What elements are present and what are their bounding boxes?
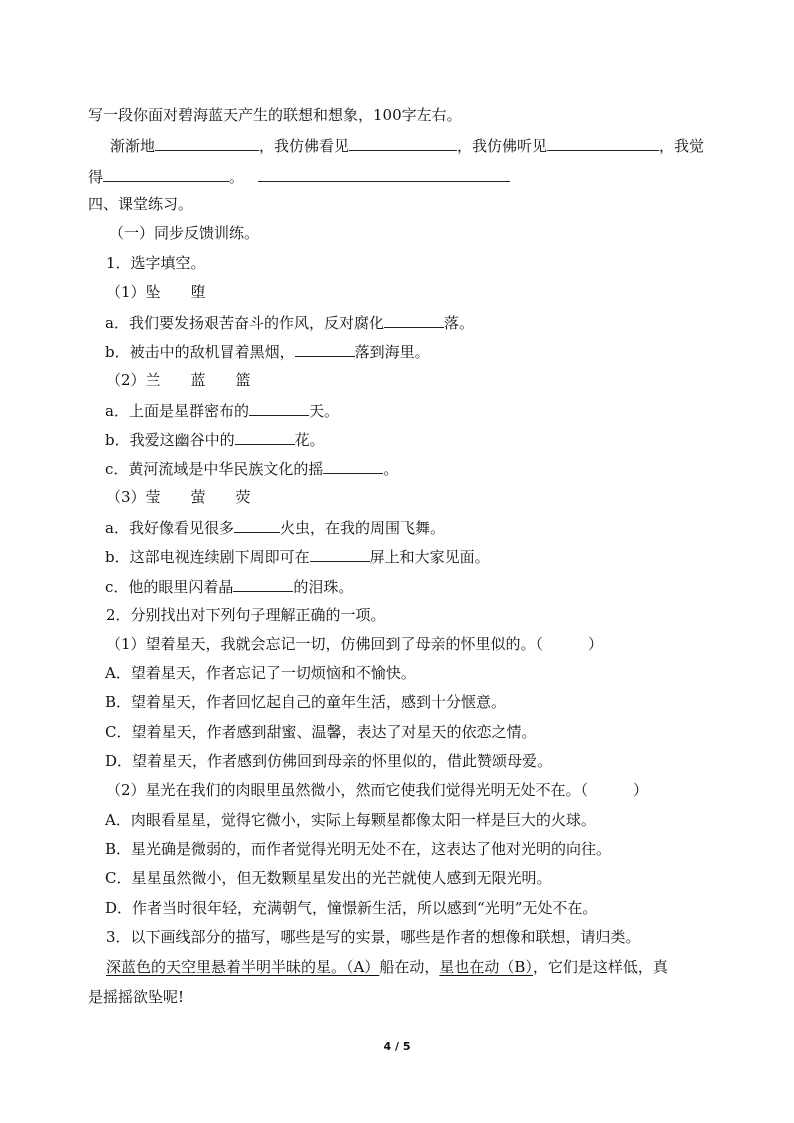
text-segment: 屏上和大家见面。 <box>369 548 490 566</box>
text-segment: a．上面是星群密布的 <box>105 402 249 420</box>
fill-line <box>105 546 490 567</box>
underlined-phrase-a: 深蓝色的天空里悬着半明半昧的星。（A） <box>106 958 380 976</box>
fill-line <box>110 135 704 156</box>
word-options: （1）坠 堕 <box>106 283 206 301</box>
text-segment: a．我们要发扬艰苦奋斗的作风，反对腐化 <box>105 314 384 332</box>
fill-line <box>105 312 474 333</box>
underlined-phrase-b: 星也在动（B） <box>439 958 533 976</box>
text-segment: 得 <box>88 168 104 186</box>
section-heading: 四、课堂练习。 <box>88 195 194 213</box>
fill-line <box>105 576 353 597</box>
answer-blank[interactable] <box>323 458 383 474</box>
text-segment: 落。 <box>443 314 474 332</box>
question-title: 3．以下画线部分的描写，哪些是写的实景，哪些是作者的想像和联想，请归类。 <box>106 928 641 946</box>
answer-blank[interactable] <box>295 341 355 357</box>
page-number: 4 / 5 <box>383 1040 411 1053</box>
passage-line: 是摇摇欲坠呢! <box>88 988 185 1006</box>
text-segment: 花。 <box>294 431 325 449</box>
answer-blank[interactable] <box>310 546 370 562</box>
text-segment: 船在动， <box>379 958 440 976</box>
text-segment: 。 <box>229 168 245 186</box>
text-segment: 的泪珠。 <box>293 578 354 596</box>
text-segment: b．被击中的敌机冒着黑烟， <box>105 343 295 361</box>
text-segment: ，我仿佛看见 <box>259 137 350 155</box>
word-options: （2）兰 蓝 篮 <box>106 371 251 389</box>
answer-blank[interactable] <box>233 576 293 592</box>
answer-blank[interactable] <box>547 135 659 151</box>
fill-line <box>105 400 339 421</box>
choice-option: B．星光确是微弱的，而作者觉得光明无处不在，这表达了他对光明的向往。 <box>105 840 612 858</box>
text-segment: 火虫，在我的周围飞舞。 <box>279 519 445 537</box>
answer-blank[interactable] <box>155 135 259 151</box>
text-segment: 。 <box>383 460 399 478</box>
text-segment: 天。 <box>308 402 339 420</box>
text-segment: c．黄河流域是中华民族文化的摇 <box>105 460 324 478</box>
question-title: 2．分别找出对下列句子理解正确的一项。 <box>106 606 386 624</box>
text-segment: ，它们是这样低，真 <box>532 958 668 976</box>
fill-line <box>105 341 430 362</box>
choice-option: A．望着星天，作者忘记了一切烦恼和不愉快。 <box>105 664 416 682</box>
text-segment: b．我爱这幽谷中的 <box>105 431 235 449</box>
fill-line <box>88 166 510 187</box>
answer-blank[interactable] <box>349 135 457 151</box>
text-segment: 渐渐地 <box>110 137 156 155</box>
choice-option: A．肉眼看星星，觉得它微小，实际上每颗星都像太阳一样是巨大的火球。 <box>105 811 596 829</box>
text-segment: c．他的眼里闪着晶 <box>105 578 234 596</box>
fill-line <box>105 429 325 450</box>
choice-option: D．望着星天，作者感到仿佛回到母亲的怀里似的，借此赞颂母爱。 <box>105 752 553 770</box>
answer-blank[interactable] <box>384 312 444 328</box>
answer-blank[interactable] <box>249 400 309 416</box>
text-segment: b．这部电视连续剧下周即可在 <box>105 548 310 566</box>
text-line: 写一段你面对碧海蓝天产生的联想和想象，100字左右。 <box>88 106 462 124</box>
fill-line <box>105 458 398 479</box>
choice-option: C．星星虽然微小，但无数颗星星发出的光芒就使人感到无限光明。 <box>105 869 552 887</box>
answer-blank[interactable] <box>258 166 510 182</box>
question-stem: （2）星光在我们的肉眼里虽然微小，然而它使我们觉得光明无处不在。（ ） <box>106 781 649 799</box>
choice-option: C．望着星天，作者感到甜蜜、温馨，表达了对星天的依恋之情。 <box>105 723 537 741</box>
text-segment: a．我好像看见很多 <box>105 519 234 537</box>
answer-blank[interactable] <box>103 166 229 182</box>
text-segment: ，我觉 <box>659 137 705 155</box>
text-segment: ，我仿佛听见 <box>457 137 548 155</box>
question-stem: （1）望着星天，我就会忘记一切，仿佛回到了母亲的怀里似的。（ ） <box>106 635 604 653</box>
passage-line <box>106 957 668 977</box>
answer-blank[interactable] <box>235 429 295 445</box>
choice-option: D．作者当时很年轻，充满朝气，憧憬新生活，所以感到“光明”无处不在。 <box>105 899 598 917</box>
question-title: 1．选字填空。 <box>106 254 206 272</box>
answer-blank[interactable] <box>234 517 280 533</box>
text-segment: 落到海里。 <box>354 343 430 361</box>
fill-line <box>105 517 445 538</box>
word-options: （3）莹 萤 荧 <box>106 488 251 506</box>
choice-option: B．望着星天，作者回忆起自己的童年生活，感到十分惬意。 <box>105 693 507 711</box>
subsection-heading: （一）同步反馈训练。 <box>109 224 260 242</box>
